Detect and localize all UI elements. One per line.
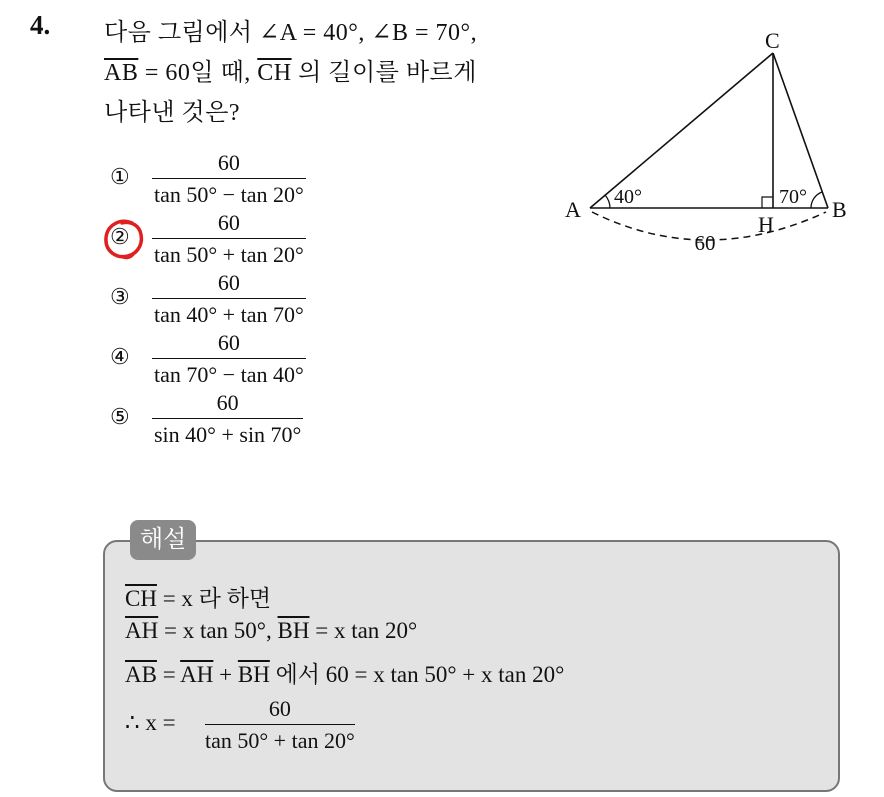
triangle-figure bbox=[555, 20, 865, 260]
fraction-denominator: tan 70° − tan 40° bbox=[152, 358, 306, 388]
right-angle-mark bbox=[762, 197, 773, 208]
choice-fraction bbox=[152, 270, 306, 328]
solution-line-2 bbox=[125, 618, 417, 644]
fraction-numerator: 60 bbox=[217, 210, 240, 235]
choice-number: ③ bbox=[110, 284, 130, 309]
answer-circle-mark bbox=[102, 217, 146, 261]
segment-ab: $\overline{AB}$ bbox=[125, 662, 157, 687]
choice-1[interactable] bbox=[110, 150, 370, 206]
fraction-numerator: 60 bbox=[217, 150, 240, 175]
segment-ch: $\overline{CH}$ bbox=[125, 586, 157, 611]
angle-a-arc bbox=[605, 195, 610, 208]
fraction-numerator: 60 bbox=[216, 390, 239, 415]
label-a: A bbox=[565, 197, 581, 222]
solution-line-1-rest: = x 라 하면 bbox=[156, 586, 272, 611]
segment-bh: $\overline{BH}$ bbox=[277, 618, 310, 643]
fraction-numerator: 60 bbox=[217, 270, 240, 295]
question-line-2 bbox=[104, 52, 477, 87]
choice-number: ⑤ bbox=[110, 404, 130, 429]
choice-3[interactable] bbox=[110, 270, 370, 326]
choice-fraction bbox=[152, 210, 306, 268]
solution-fraction bbox=[205, 696, 355, 754]
question-line-3: 나타낸 것은? bbox=[104, 100, 241, 126]
fraction-denominator: tan 50° + tan 20° bbox=[152, 238, 306, 268]
fraction-numerator: 60 bbox=[217, 330, 240, 355]
choice-number: ① bbox=[110, 164, 130, 189]
question-line-1: 다음 그림에서 ∠A = 40°, ∠B = 70°, bbox=[104, 20, 478, 46]
angle-a-label: 40° bbox=[614, 186, 642, 208]
choice-5[interactable] bbox=[110, 390, 370, 446]
solution-line-2-mid: = x tan 50°, bbox=[158, 618, 278, 643]
side-bc bbox=[773, 53, 828, 208]
segment-ch: $\overline{CH}$ bbox=[257, 60, 292, 86]
solution-line-3 bbox=[125, 656, 564, 689]
choice-2[interactable] bbox=[110, 210, 370, 266]
angle-b-label: 70° bbox=[779, 186, 807, 208]
segment-ah: $\overline{AH}$ bbox=[125, 618, 159, 643]
fraction-denominator: tan 50° + tan 20° bbox=[205, 724, 355, 754]
choice-fraction bbox=[152, 390, 303, 448]
side-ac bbox=[590, 53, 773, 208]
label-b: B bbox=[832, 197, 847, 222]
segment-ab: $\overline{AB}$ bbox=[104, 60, 139, 86]
fraction-denominator: sin 40° + sin 70° bbox=[152, 418, 303, 448]
question-line-2-mid: = 60일 때, bbox=[138, 60, 258, 86]
base-length-label: 60 bbox=[694, 231, 716, 255]
segment-bh: $\overline{BH}$ bbox=[237, 662, 270, 687]
choice-fraction bbox=[152, 330, 306, 388]
choice-number: ④ bbox=[110, 344, 130, 369]
question-line-2-end: 의 길이를 바르게 bbox=[291, 60, 477, 86]
equals-sign: = bbox=[156, 662, 181, 687]
label-c: C bbox=[765, 28, 780, 53]
angle-b-arc bbox=[811, 192, 822, 208]
fraction-denominator: tan 50° − tan 20° bbox=[152, 178, 306, 208]
segment-ah: $\overline{AH}$ bbox=[180, 662, 214, 687]
choice-fraction bbox=[152, 150, 306, 208]
label-h: H bbox=[758, 212, 774, 237]
choice-number: ② bbox=[110, 224, 130, 249]
therefore-line: ∴ x = bbox=[125, 710, 176, 735]
question-number: 4. bbox=[30, 10, 51, 40]
solution-line-2-end: = x tan 20° bbox=[309, 618, 418, 643]
choice-4[interactable] bbox=[110, 330, 370, 386]
solution-line-3-end: 에서 60 = x tan 50° + x tan 20° bbox=[269, 662, 565, 687]
fraction-numerator: 60 bbox=[268, 696, 291, 721]
solution-tag: 해설 bbox=[130, 520, 196, 560]
plus-sign: + bbox=[213, 662, 238, 687]
fraction-denominator: tan 40° + tan 70° bbox=[152, 298, 306, 328]
solution-line-1 bbox=[125, 580, 271, 613]
